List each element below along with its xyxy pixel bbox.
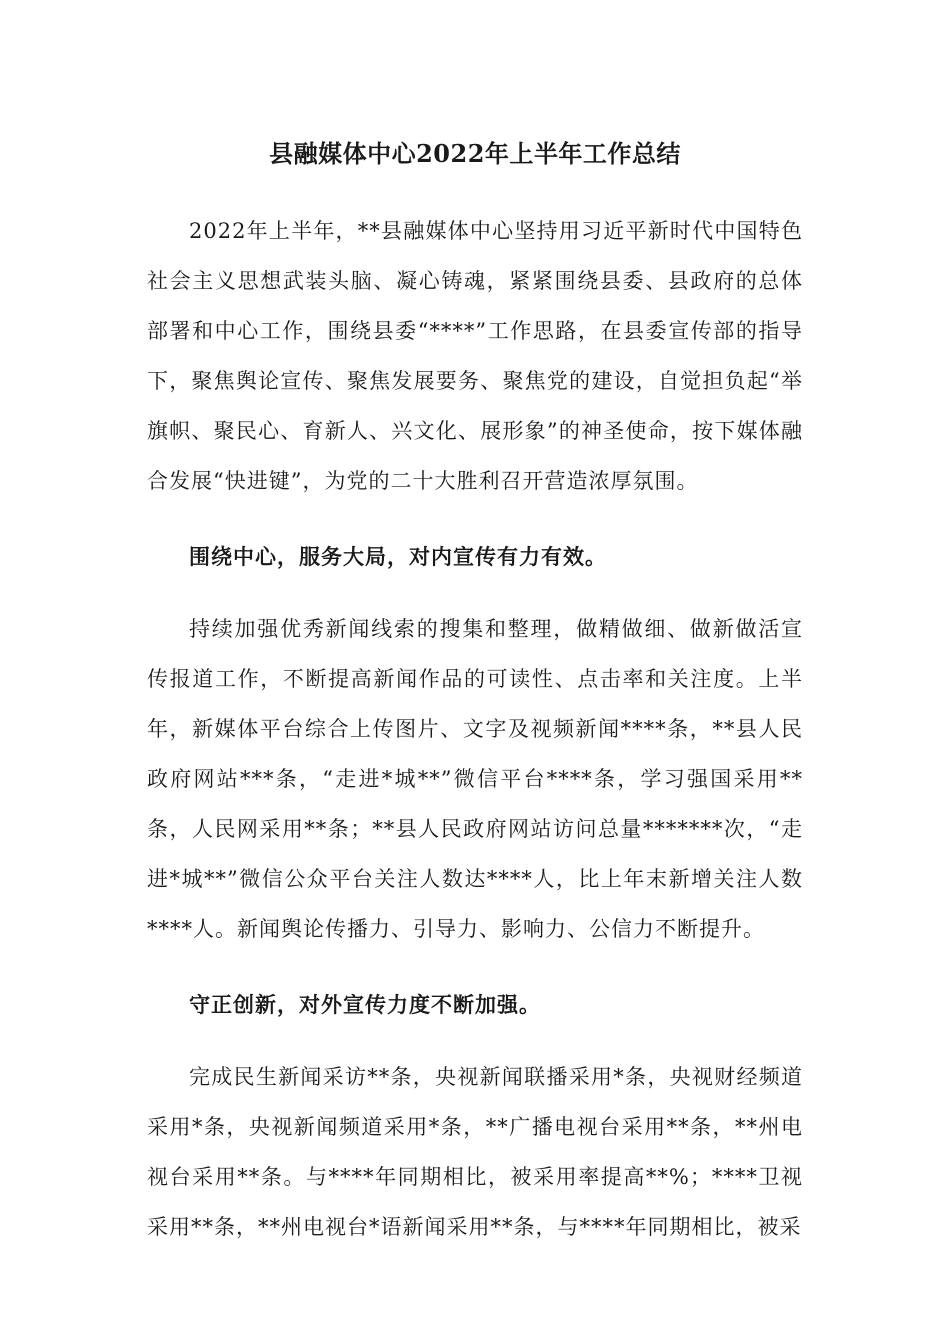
document-page xyxy=(147,128,803,1252)
intro-paragraph: 2022年上半年，**县融媒体中心坚持用习近平新时代中国特色社会主义思想武装头脑、凝心铸魂，紧紧围绕县委、县政府的总体部署和中心工作，围绕县委“****”工作思路，在县委宣传部的指导下，聚焦舆论宣传、聚焦发展要务、聚焦党的建设，自觉担负起“举旗帜、聚民心、育新人、兴文化、展形象”的神圣使命，按下媒体融合发展“快进键”，为党的二十大胜利召开营造浓厚氛围。 xyxy=(147,219,803,493)
section-body-external-publicity: 完成民生新闻采访**条，央视新闻联播采用*条，央视财经频道采用*条，央视新闻频道采用*条，**广播电视台采用**条，**州电视台采用**条。与****年同期相比，被采用率提高**%；****卫视采用**条，**州电视台*语新闻采用**条，与****年同期相比，被采 xyxy=(147,1065,803,1239)
section-heading-internal-publicity: 围绕中心，服务大局，对内宣传有力有效。 xyxy=(189,544,607,569)
section-heading-external-publicity: 守正创新，对外宣传力度不断加强。 xyxy=(189,992,541,1017)
section-body-internal-publicity: 持续加强优秀新闻线索的搜集和整理，做精做细、做新做活宣传报道工作，不断提高新闻作品的可读性、点击率和关注度。上半年，新媒体平台综合上传图片、文字及视频新闻****条，**县人民政府网站***条，“走进*城**”微信平台****条，学习强国采用**条，人民网采用**条；**县人民政府网站访问总量*******次，“走进*城**”微信公众平台关注人数达****人，比上年末新增关注人数****人。新闻舆论传播力、引导力、影响力、公信力不断提升。 xyxy=(147,617,803,941)
document-title: 县融媒体中心2022年上半年工作总结 xyxy=(269,139,681,168)
